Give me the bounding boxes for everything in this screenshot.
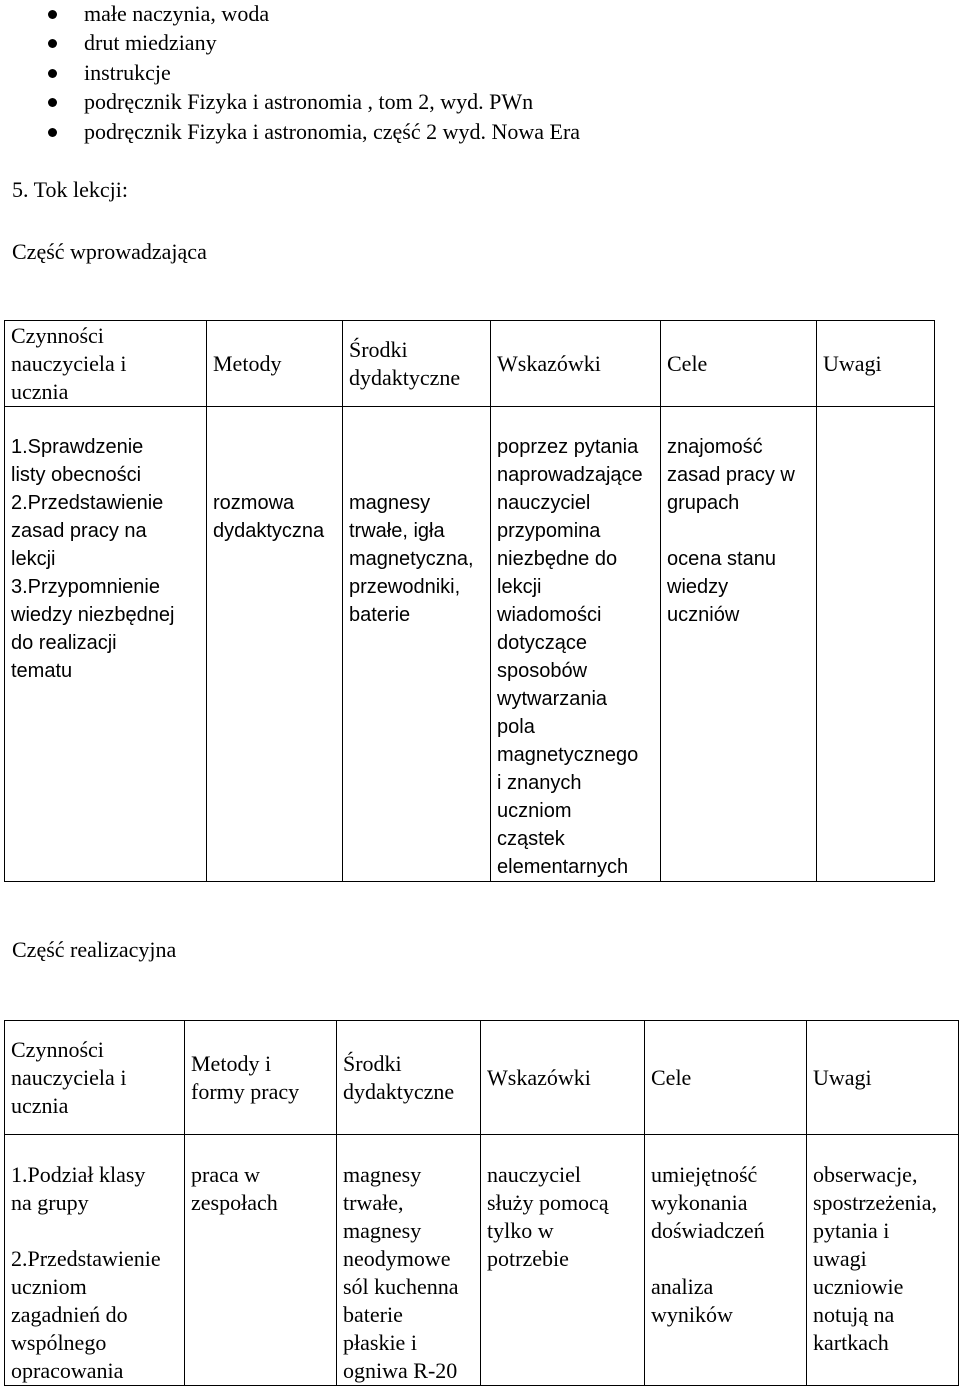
table-header-row xyxy=(5,1021,959,1135)
list-item-text: instrukcje xyxy=(84,59,171,85)
cell-activities xyxy=(5,1135,185,1386)
list-item-text: drut miedziany xyxy=(84,30,217,56)
header-text: Metody xyxy=(213,350,282,376)
cell-materials xyxy=(343,407,491,882)
header-activities xyxy=(5,321,207,407)
bullet-icon xyxy=(48,39,57,48)
cell-text: rozmowa dydaktyczna xyxy=(213,492,325,542)
table-header-row xyxy=(5,321,935,407)
header-materials xyxy=(337,1021,481,1135)
list-item-text: podręcznik Fizyka i astronomia , tom 2, wyd. PWn xyxy=(84,89,534,115)
cell-text: praca w zespołach xyxy=(191,1162,278,1215)
header-text: Wskazówki xyxy=(487,1064,591,1090)
cell-text: znajomość zasad pracy w grupach xyxy=(667,436,795,514)
header-methods xyxy=(185,1021,337,1135)
header-materials xyxy=(343,321,491,407)
bullet-icon xyxy=(48,98,57,107)
header-remarks xyxy=(807,1021,959,1135)
list-item xyxy=(0,0,580,29)
header-text: Uwagi xyxy=(813,1064,872,1090)
cell-text: umiejętność wykonania doświadczeń xyxy=(651,1162,765,1243)
list-item-text: małe naczynia, woda xyxy=(84,1,270,26)
cell-materials xyxy=(337,1135,481,1386)
cell-methods xyxy=(185,1135,337,1386)
cell-text: nauczyciel służy pomocą tylko w potrzebie xyxy=(487,1162,609,1271)
header-text: Środki dydaktyczne xyxy=(349,336,461,390)
header-text: Cele xyxy=(651,1064,692,1090)
cell-remarks xyxy=(817,407,935,882)
list-item xyxy=(0,59,580,88)
table-row xyxy=(5,407,935,882)
cell-hints xyxy=(491,407,661,882)
header-hints xyxy=(491,321,661,407)
cell-text: magnesy trwałe, igła magnetyczna, przewodniki, baterie xyxy=(349,492,474,626)
header-text: Czynności nauczyciela i ucznia xyxy=(11,1036,127,1118)
header-text: Cele xyxy=(667,350,708,376)
intro-table xyxy=(4,320,935,882)
materials-list xyxy=(0,0,580,147)
header-remarks xyxy=(817,321,935,407)
list-item xyxy=(0,88,580,117)
cell-activities xyxy=(5,407,207,882)
list-item xyxy=(0,29,580,58)
header-methods xyxy=(207,321,343,407)
cell-text: ocena stanu wiedzy uczniów xyxy=(667,548,776,626)
list-item xyxy=(0,118,580,147)
bullet-icon xyxy=(48,128,57,137)
table-row xyxy=(5,1135,959,1386)
cell-goals xyxy=(645,1135,807,1386)
bullet-icon xyxy=(48,69,57,78)
cell-methods xyxy=(207,407,343,882)
cell-text: 1.Sprawdzenie listy obecności 2.Przedstawienie zasad pracy na lekcji 3.Przypomnienie wiedzy niezbędnej do realizacji tematu xyxy=(11,436,175,682)
cell-remarks xyxy=(807,1135,959,1386)
cell-text: obserwacje, spostrzeżenia, pytania i uwagi uczniowie notują na kartkach xyxy=(813,1162,937,1355)
header-text: Metody i formy pracy xyxy=(191,1050,300,1104)
cell-goals xyxy=(661,407,817,882)
header-text: Środki dydaktyczne xyxy=(343,1050,455,1104)
header-hints xyxy=(481,1021,645,1135)
section-title: 5. Tok lekcji: xyxy=(12,177,128,202)
cell-text: 2.Przedstawienie uczniom zagadnień do wspólnego opracowania xyxy=(11,1246,161,1383)
cell-text: poprzez pytania naprowadzające nauczyciel przypomina niezbędne do lekcji wiadomości dotyczące sposobów wytwarzania pola magnetycznego i znanych uczniom cząstek elementarnych xyxy=(497,436,643,878)
intro-title: Część wprowadzająca xyxy=(12,239,207,264)
cell-text: 1.Podział klasy na grupy xyxy=(11,1162,146,1215)
list-item-text: podręcznik Fizyka i astronomia, część 2 wyd. Nowa Era xyxy=(84,118,581,144)
realization-table xyxy=(4,1020,959,1386)
bullet-icon xyxy=(48,10,57,19)
cell-hints xyxy=(481,1135,645,1386)
cell-text: magnesy trwałe, magnesy neodymowe sól kuchenna baterie płaskie i ogniwa R-20 xyxy=(343,1162,459,1383)
header-activities xyxy=(5,1021,185,1135)
realization-title: Część realizacyjna xyxy=(12,937,177,962)
cell-text: analiza wyników xyxy=(651,1274,733,1327)
header-goals xyxy=(661,321,817,407)
header-text: Uwagi xyxy=(823,350,882,376)
header-text: Czynności nauczyciela i ucznia xyxy=(11,322,127,404)
header-text: Wskazówki xyxy=(497,350,601,376)
header-goals xyxy=(645,1021,807,1135)
